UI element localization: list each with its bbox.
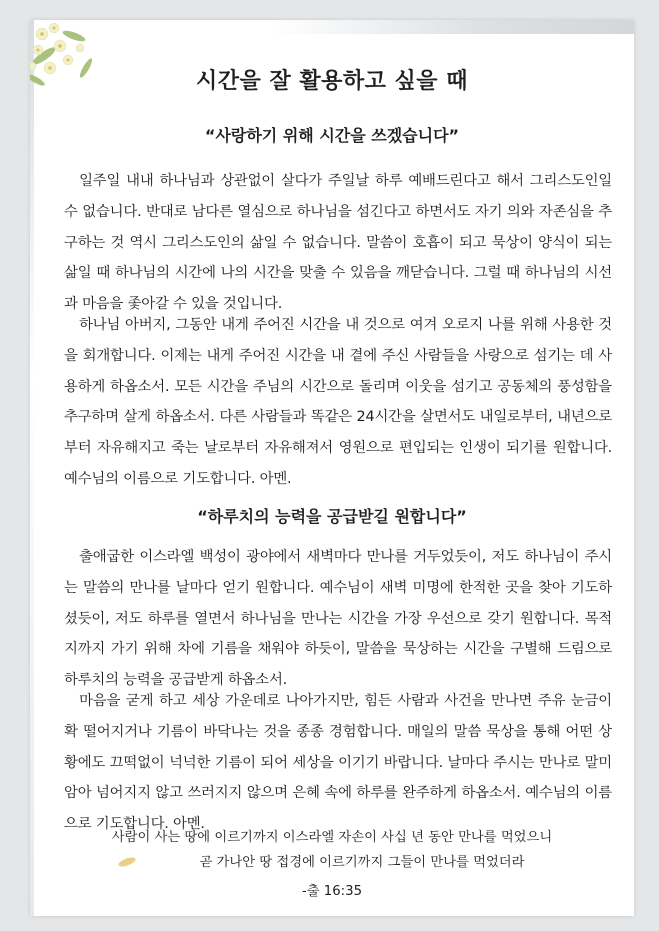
verse-reference: -출 16:35 (301, 884, 363, 899)
section1-heading: “사랑하기 위해 시간을 쓰겠습니다” (204, 126, 460, 145)
document-page (30, 20, 634, 916)
section2-paragraph-2: 마음을 굳게 하고 세상 가운데로 나아가지만, 힘든 사람과 사건을 만나면 주유 눈금이 확 떨어지거나 기름이 바닥나는 것을 종종 경험합니다. 매일의 말씀 묵상을 통해 어떤 상황에도 끄떡없이 넉넉한 기름이 되어 세상을 이기기 바랍니다. 날마다 주시는 만나로 말미암아 넘어지지 않고 쓰러지지 않으며 은혜 속에 하루를 완주하게 하옵소서. 예수님의 이름으로 기도합니다. 아멘. (64, 693, 612, 833)
section1-paragraph-2: 하나님 아버지, 그동안 내게 주어진 시간을 내 것으로 여겨 오로지 나를 위해 사용한 것을 회개합니다. 이제는 내게 주어진 시간을 내 곁에 주신 사람들을 사랑으로 섬기는 데 사용하게 하옵소서. 모든 시간을 주님의 시간으로 돌리며 이웃을 섬기고 공동체의 풍성함을 추구하며 살게 하옵소서. 다른 사람들과 똑같은 24시간을 살면서도 내일로부터, 내년으로부터 자유해지고 죽는 날로부터 자유해져서 영원으로 편입되는 인생이 되기를 원합니다. 예수님의 이름으로 기도합니다. 아멘. (64, 317, 612, 487)
section1-paragraph-1: 일주일 내내 하나님과 상관없이 살다가 주일날 하루 예배드린다고 해서 그리스도인일 수 없습니다. 반대로 남다른 열심으로 하나님을 섬긴다고 하면서도 자기 의와 자존심을 추구하는 것 역시 그리스도인의 삶일 수 없습니다. 말씀이 호흡이 되고 묵상이 양식이 되는 삶일 때 하나님의 시간에 나의 시간을 맞출 수 있음을 깨닫습니다. 그럴 때 하나님의 시선과 마음을 좇아갈 수 있을 것입니다. (64, 173, 612, 313)
page-shadow (30, 20, 634, 34)
section2-paragraph-1: 출애굽한 이스라엘 백성이 광야에서 새벽마다 만나를 거두었듯이, 저도 하나님이 주시는 말씀의 만나를 날마다 얻기 원합니다. 예수님이 새벽 미명에 한적한 곳을 찾아 기도하셨듯이, 저도 하루를 열면서 하나님을 만나는 시간을 가장 우선으로 갖기 원합니다. 목적지까지 가기 위해 차에 기름을 채워야 하듯이, 말씀을 묵상하는 시간을 구별해 드림으로 하루치의 능력을 공급받게 하옵소서. (64, 549, 612, 689)
page-title: 시간을 잘 활용하고 싶을 때 (196, 69, 468, 94)
verse-line-1: 사람이 사는 땅에 이르기까지 이스라엘 자손이 사십 년 동안 만나를 먹었으니 (111, 830, 553, 845)
section2-heading: “하루치의 능력을 공급받길 원합니다” (197, 507, 467, 526)
page-edge (30, 20, 34, 916)
verse-line-2: 곧 가나안 땅 접경에 이르기까지 그들이 만나를 먹었더라 (199, 855, 525, 870)
